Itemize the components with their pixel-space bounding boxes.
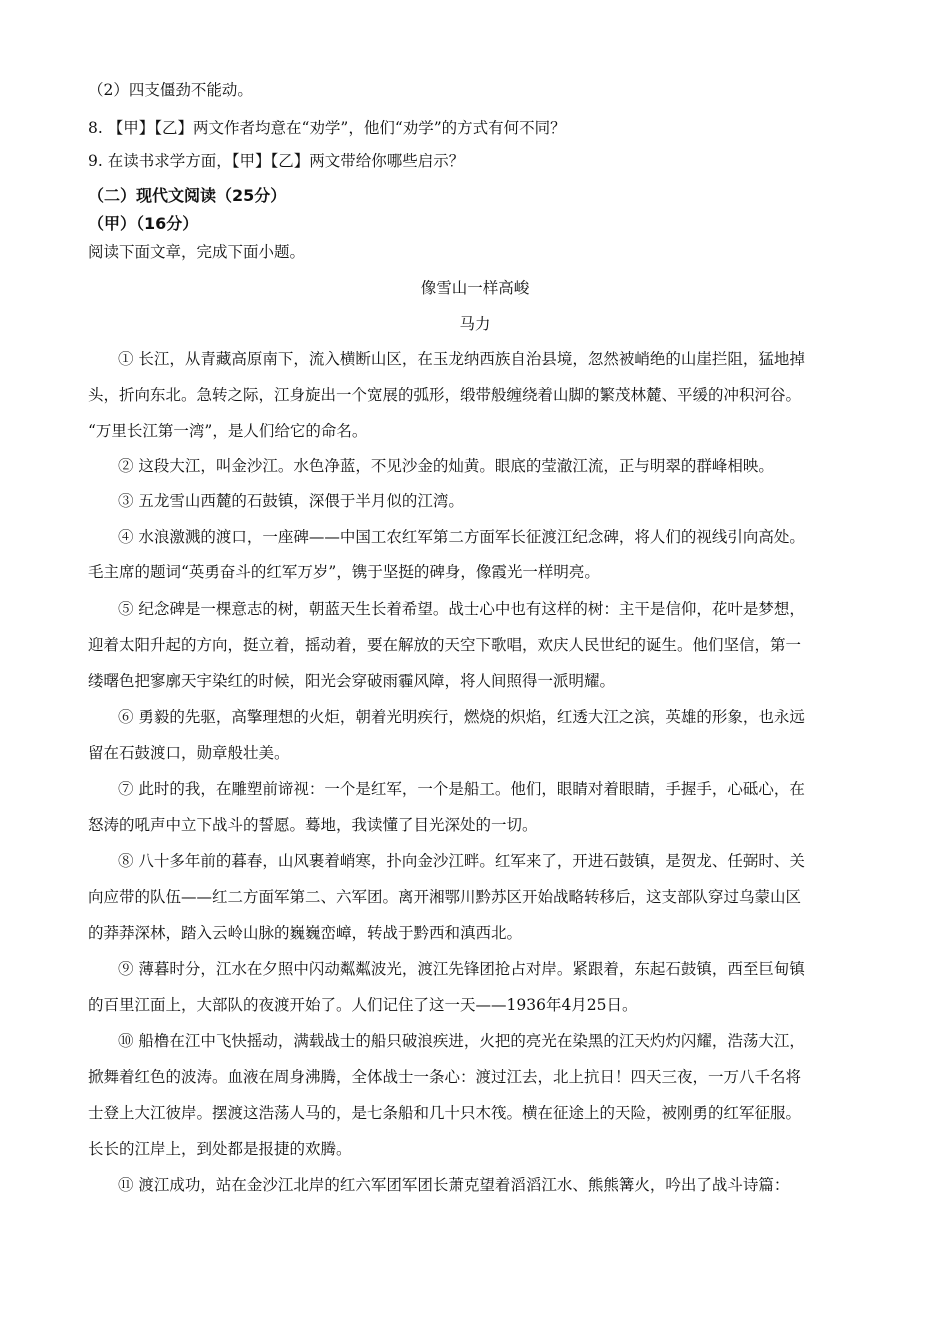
article-line: 留在石鼓渡口，勋章般壮美。 xyxy=(88,744,290,762)
article-line: ⑩ 船橹在江中飞快摇动，满载战士的船只破浪疾进，火把的亮光在染黑的江天灼灼闪耀，浩荡大江， xyxy=(118,1032,805,1050)
article-line: ⑦ 此时的我，在雕塑前谛视：一个是红军，一个是船工。他们，眼睛对着眼睛，手握手，心砥心，在 xyxy=(118,780,805,798)
question-9: 9. 在读书求学方面，【甲】【乙】两文带给你哪些启示？ xyxy=(88,152,465,170)
article-line: ⑪ 渡江成功，站在金沙江北岸的红六军团军团长萧克望着滔滔江水、熊熊篝火，吟出了战斗诗篇： xyxy=(118,1176,790,1194)
article-line: ③ 五龙雪山西麓的石鼓镇，深偎于半月似的江湾。 xyxy=(118,492,464,510)
article-line: ① 长江，从青藏高原南下，流入横断山区，在玉龙纳西族自治县境，忽然被峭绝的山崖拦阻，猛地掉 xyxy=(118,350,805,368)
article-line: 头，折向东北。急转之际，江身旋出一个宽展的弧形，缎带般缠绕着山脚的繁茂林麓、平缓的冲积河谷。 xyxy=(88,386,802,404)
question-8: 8. 【甲】【乙】两文作者均意在“劝学”，他们“劝学”的方式有何不同？ xyxy=(88,119,566,137)
article-line: ⑥ 勇毅的先驱，高擎理想的火炬，朝着光明疾行，燃烧的炽焰，红透大江之滨，英雄的形象，也永远 xyxy=(118,708,805,726)
article-line: 缕曙色把寥廓天宇染红的时候，阳光会穿破雨霾风障，将人间照得一派明耀。 xyxy=(88,672,616,690)
article-line: ② 这段大江，叫金沙江。水色净蓝，不见沙金的灿黄。眼底的莹澈江流，正与明翠的群峰相映。 xyxy=(118,457,774,475)
article-author: 马力 xyxy=(459,315,491,333)
article-line: 迎着太阳升起的方向，挺立着，摇动着，要在解放的天空下歌唱，欢庆人民世纪的诞生。他们坚信，第一 xyxy=(88,636,802,654)
article-line: ⑨ 薄暮时分，江水在夕照中闪动粼粼波光，渡江先锋团抢占对岸。紧跟着，东起石鼓镇，西至巨甸镇 xyxy=(118,960,805,978)
instruction: 阅读下面文章，完成下面小题。 xyxy=(88,243,306,261)
article-line: 向应带的队伍——红二方面军第二、六军团。离开湘鄂川黔苏区开始战略转移后，这支部队穿过乌蒙山区 xyxy=(88,888,802,906)
article-line: 怒涛的吼声中立下战斗的誓愿。蓦地，我读懂了目光深处的一切。 xyxy=(88,816,538,834)
article-line: 毛主席的题词“英勇奋斗的红军万岁”，镌于坚挺的碑身，像霞光一样明亮。 xyxy=(88,563,600,581)
section-subtitle: （甲）（16分） xyxy=(88,214,199,233)
article-title: 像雪山一样高峻 xyxy=(420,279,530,297)
article-line: “万里长江第一湾”，是人们给它的命名。 xyxy=(88,422,368,440)
article-line: ④ 水浪激溅的渡口，一座碑——中国工农红军第二方面军长征渡江纪念碑，将人们的视线引向高处。 xyxy=(118,528,805,546)
article-line: 的百里江面上，大部队的夜渡开始了。人们记住了这一天——1936年4月25日。 xyxy=(88,996,638,1014)
question-7-item-2: （2）四支僵劲不能动。 xyxy=(88,81,253,99)
article-line: ⑤ 纪念碑是一棵意志的树，朝蓝天生长着希望。战士心中也有这样的树：主干是信仰，花叶是梦想， xyxy=(118,600,805,618)
article-line: 的莽莽深林，踏入云岭山脉的巍巍峦嶂，转战于黔西和滇西北。 xyxy=(88,924,523,942)
section-title: （二）现代文阅读（25分） xyxy=(88,186,287,205)
article-line: 掀舞着红色的波涛。血液在周身沸腾，全体战士一条心：渡过江去，北上抗日！四天三夜，一万八千名将 xyxy=(88,1068,802,1086)
article-line: ⑧ 八十多年前的暮春，山风裹着峭寒，扑向金沙江畔。红军来了，开进石鼓镇，是贺龙、任弼时、关 xyxy=(118,852,805,870)
article-line: 长长的江岸上，到处都是报捷的欢腾。 xyxy=(88,1140,352,1158)
article-line: 士登上大江彼岸。摆渡这浩荡人马的，是七条船和几十只木筏。横在征途上的天险，被刚勇的红军征服。 xyxy=(88,1104,802,1122)
